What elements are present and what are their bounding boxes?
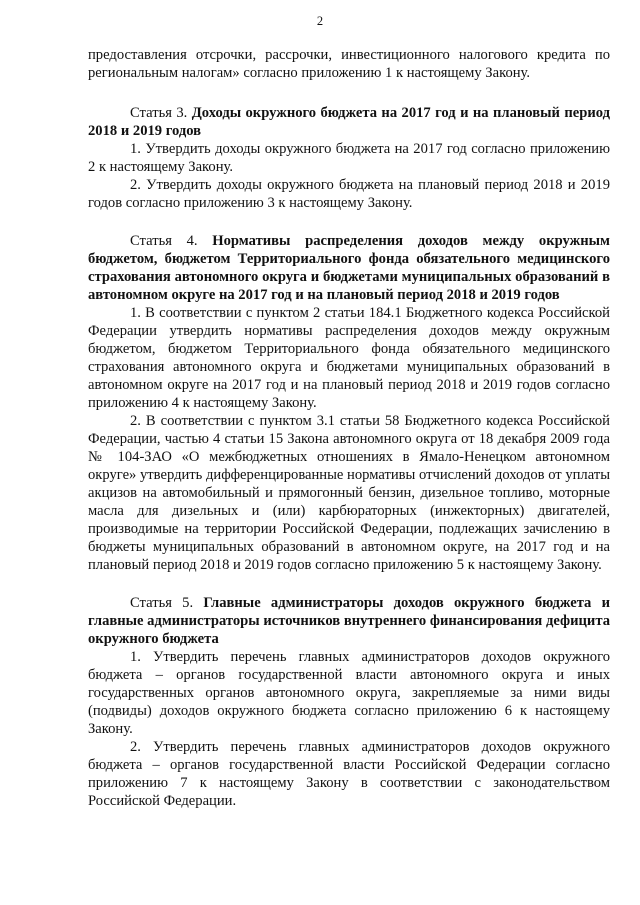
article-paragraph: 2. Утвердить доходы окружного бюджета на плановый период 2018 и 2019 годов согласно приложению 3 к настоящему Закону. bbox=[88, 177, 610, 211]
article-paragraph: 2. В соответствии с пунктом 3.1 статьи 58 Бюджетного кодекса Российской Федерации, частью 4 статьи 15 Закона автономного округа от 18 декабря 2009 года № 104-ЗАО «О межбюджетных отношениях в Ямало-Ненецком автономном округе» утвердить дифференцированные нормативы отчислений доходов от уплаты акцизов на автомобильный и прямогонный бензин, дизельное топливо, моторные масла для дизельных и (или) карбюраторных (инжекторных) двигателей, производимые на территории Российской Федерации, подлежащих зачислению в бюджеты муниципальных образований в автономном округе, на 2017 год и на плановый период 2018 и 2019 годов согласно приложению 5 к настоящему Закону. bbox=[88, 413, 610, 573]
article-3 bbox=[88, 104, 610, 212]
article-paragraph: 1. Утвердить перечень главных администраторов доходов окружного бюджета – органов государственной власти автономного округа и иных государственных органов автономного округа, закрепляемые за ними виды (подвиды) доходов окружного бюджета согласно приложению 6 к настоящему Закону. bbox=[88, 649, 610, 737]
article-paragraph: 2. Утвердить перечень главных администраторов доходов окружного бюджета – органов государственной власти Российской Федерации согласно приложению 7 к настоящему Закону в соответствии с законодательством Российской Федерации. bbox=[88, 739, 610, 809]
article-heading bbox=[88, 232, 610, 304]
article-prefix: Статья 5. bbox=[130, 595, 194, 611]
article-paragraph: 1. В соответствии с пунктом 2 статьи 184.1 Бюджетного кодекса Российской Федерации утвердить нормативы распределения доходов между окружным бюджетом, бюджетом Территориального фонда обязательного медицинского страхования автономного округа и бюджетами муниципальных образований в автономном округе на 2017 год и на плановый период 2018 и 2019 годов согласно приложению 4 к настоящему Закону. bbox=[88, 305, 610, 411]
article-5 bbox=[88, 594, 610, 810]
article-title: Нормативы распределения доходов между окружным бюджетом, бюджетом Территориального фонда обязательного медицинского страхования автономного округа и бюджетами муниципальных образований в автономном округе на 2017 год и на плановый период 2018 и 2019 годов bbox=[88, 233, 610, 303]
page-number: 2 bbox=[316, 14, 324, 28]
article-title: Главные администраторы доходов окружного бюджета и главные администраторы источников внутреннего финансирования дефицита окружного бюджета bbox=[88, 595, 610, 647]
document-body bbox=[88, 46, 610, 810]
article-paragraph: 1. Утвердить доходы окружного бюджета на 2017 год согласно приложению 2 к настоящему Закону. bbox=[88, 141, 610, 175]
article-prefix: Статья 4. bbox=[130, 233, 198, 249]
intro-paragraph: предоставления отсрочки, рассрочки, инвестиционного налогового кредита по региональным налогам» согласно приложению 1 к настоящему Закону. bbox=[88, 47, 610, 81]
article-heading bbox=[88, 104, 610, 140]
article-4 bbox=[88, 232, 610, 574]
article-prefix: Статья 3. bbox=[130, 105, 188, 121]
article-heading bbox=[88, 594, 610, 648]
article-title: Доходы окружного бюджета на 2017 год и на плановый период 2018 и 2019 годов bbox=[88, 105, 610, 139]
